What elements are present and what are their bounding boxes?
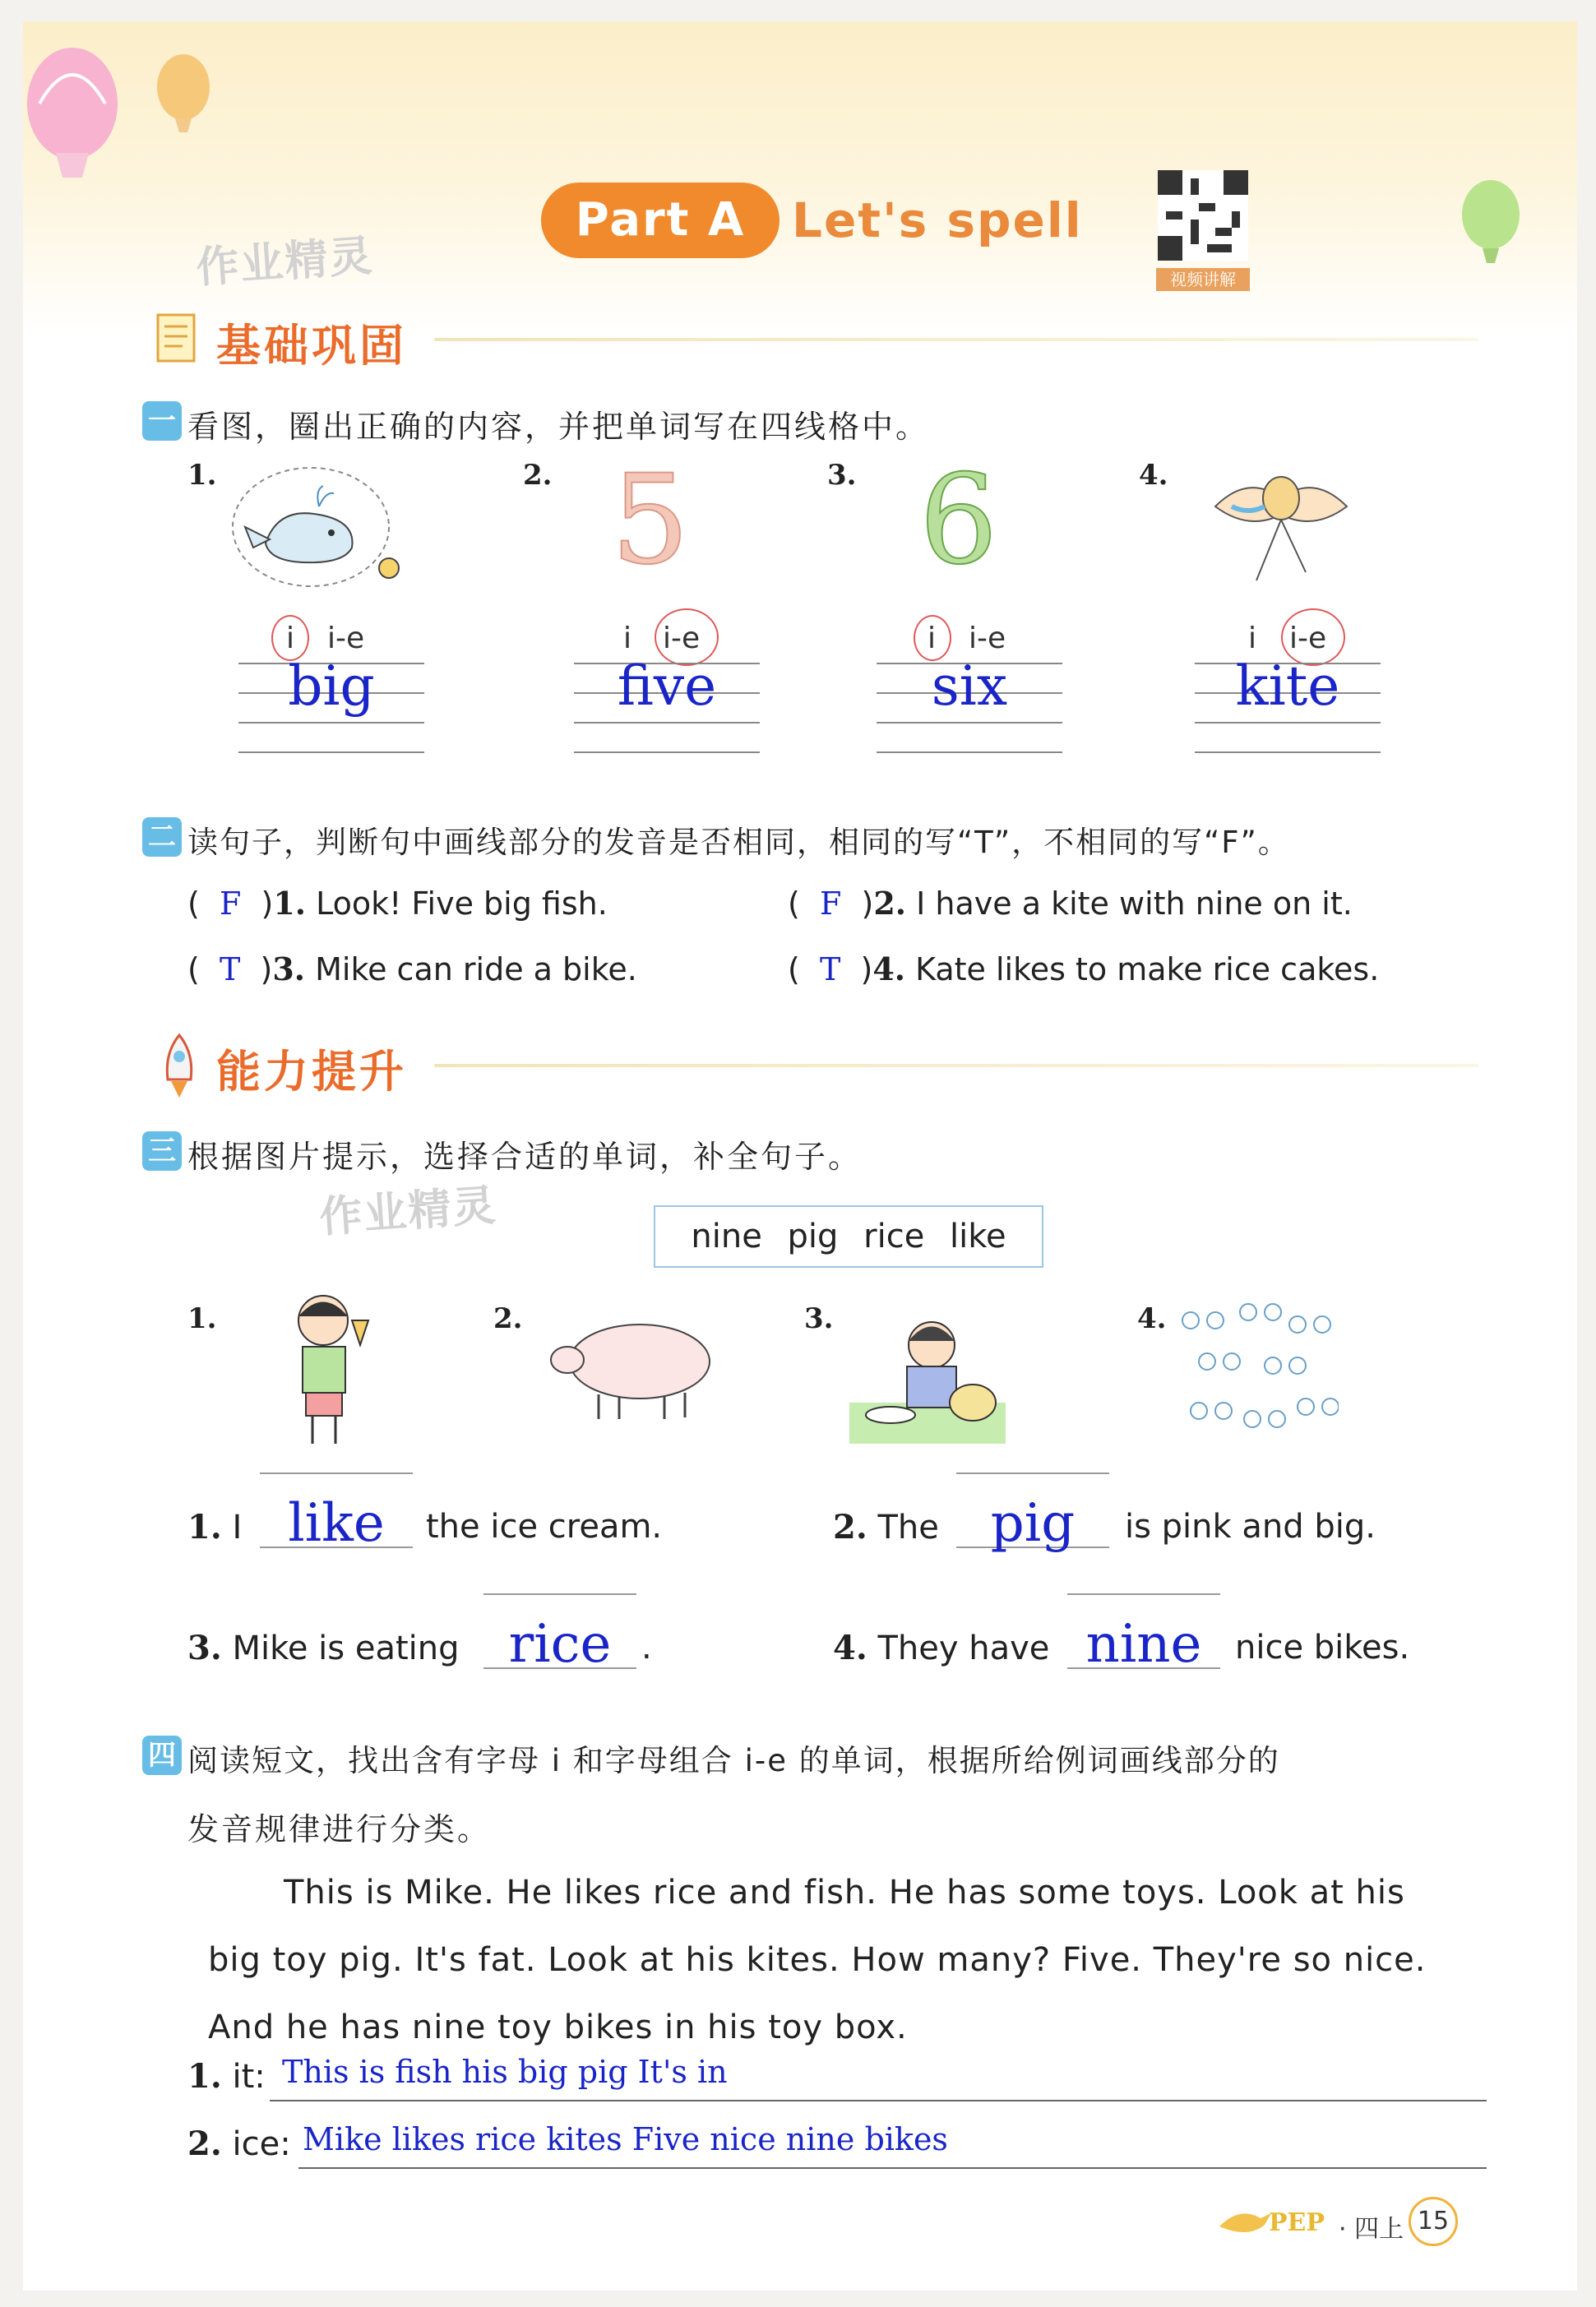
answer-line[interactable] — [270, 2100, 1487, 2101]
tf-answer: T — [819, 951, 841, 987]
option-i[interactable]: i — [286, 622, 295, 655]
worksheet-page — [23, 21, 1577, 2291]
sentence-number: 1. — [187, 1508, 222, 1546]
sentence-after: the ice cream. — [426, 1508, 663, 1546]
sentence-number: 2. — [833, 1508, 867, 1546]
divider — [434, 338, 1478, 341]
notebook-icon — [146, 305, 212, 371]
sentence-after: is pink and big. — [1125, 1508, 1376, 1546]
question-number-1: 一 — [142, 401, 182, 441]
tf-number: 4. — [872, 950, 905, 987]
picture-number: 4. — [1137, 1302, 1167, 1335]
classify-answer: Mike likes rice kites Five nice nine bikes — [303, 2121, 948, 2157]
sentence-before: Mike is eating — [232, 1630, 460, 1667]
question-number-3: 三 — [142, 1131, 182, 1171]
answer-line — [483, 1593, 636, 1595]
qr-label: 视频讲解 — [1156, 268, 1250, 291]
divider — [434, 1064, 1478, 1067]
question-4-instruction-cont: 发音规律进行分类。 — [187, 1811, 492, 1847]
fill-answer: like — [288, 1493, 385, 1554]
part-badge: Part A — [541, 183, 779, 258]
tf-item-4: ( T )4. Kate likes to make rice cakes. — [788, 950, 1380, 987]
picture-number: 1. — [187, 1302, 217, 1335]
item-number: 4. — [1139, 459, 1168, 492]
tf-item-2: ( F )2. I have a kite with nine on it. — [788, 885, 1353, 922]
footer-brand: PEP — [1269, 2208, 1325, 2237]
option-i[interactable]: i — [1248, 622, 1257, 655]
classify-row-1 — [187, 2057, 266, 2096]
watermark: 作业精灵 — [317, 1181, 499, 1243]
question-number-2: 二 — [142, 817, 182, 857]
passage-line: And he has nine toy bikes in his toy box. — [208, 2009, 908, 2046]
picture-number: 3. — [804, 1302, 834, 1335]
classify-answer: This is fish his big pig It's in — [282, 2054, 728, 2090]
item-number: 3. — [827, 459, 857, 492]
whale-icon — [220, 457, 418, 597]
tf-sentence: Look! Five big fish. — [316, 885, 608, 922]
sentence-before: They have — [877, 1630, 1050, 1667]
item-number: 2. — [523, 459, 553, 492]
page-title: Let's spell — [792, 192, 1083, 248]
fill-sentence-3 — [187, 1629, 460, 1667]
qr-code-icon[interactable] — [1158, 168, 1248, 263]
passage-line: big toy pig. It's fat. Look at his kites. How many? Five. They're so nice. — [208, 1941, 1427, 1979]
footer-grade: · 四上 — [1339, 2215, 1404, 2244]
bikes-icon — [1174, 1296, 1339, 1452]
green-balloon-icon — [1454, 178, 1528, 268]
bird-icon — [1215, 2202, 1273, 2243]
question-4-instruction: 阅读短文，找出含有字母 i 和字母组合 i-e 的单词，根据所给例词画线部分的 — [187, 1743, 1280, 1778]
sentence-number: 3. — [187, 1629, 222, 1667]
fill-sentence-4 — [833, 1629, 1049, 1667]
item-number: 1. — [187, 459, 217, 492]
tf-sentence: Kate likes to make rice cakes. — [915, 951, 1380, 987]
tf-answer: T — [219, 951, 241, 987]
option-i-e[interactable]: i-e — [1289, 622, 1327, 655]
sentence-after: . — [641, 1629, 652, 1667]
fill-sentence-1 — [187, 1508, 242, 1546]
sentence-number: 4. — [833, 1629, 867, 1667]
rocket-icon — [146, 1029, 212, 1103]
option-i-e[interactable]: i-e — [327, 622, 365, 655]
tf-number: 1. — [273, 885, 307, 922]
picture-number: 2. — [493, 1302, 523, 1335]
eating-rice-icon — [849, 1312, 1014, 1452]
answer-word: six — [931, 654, 1008, 718]
option-i-e[interactable]: i-e — [969, 622, 1006, 655]
option-i-e[interactable]: i-e — [663, 622, 701, 655]
option-i[interactable]: i — [623, 622, 632, 655]
sentence-after: nice bikes. — [1235, 1629, 1410, 1667]
answer-word: big — [288, 654, 375, 718]
reading-passage — [208, 1859, 1499, 2061]
answer-line — [1067, 1593, 1220, 1595]
classify-row-2 — [187, 2124, 291, 2163]
tf-item-3: ( T )3. Mike can ride a bike. — [187, 950, 637, 987]
fill-answer: nine — [1085, 1614, 1202, 1675]
answer-word: kite — [1235, 654, 1340, 718]
row-number: 2. — [187, 2124, 222, 2163]
tf-item-1: ( F )1. Look! Five big fish. — [187, 885, 608, 922]
answer-line — [260, 1473, 413, 1474]
question-3-instruction: 根据图片提示，选择合适的单词，补全句子。 — [187, 1139, 863, 1175]
digit-six: 6 — [919, 449, 998, 592]
sentence-before: The — [877, 1509, 939, 1546]
question-1-instruction: 看图，圈出正确的内容，并把单词写在四线格中。 — [187, 409, 930, 445]
balloons-icon — [23, 38, 220, 210]
tf-sentence: Mike can ride a bike. — [315, 951, 637, 987]
option-i[interactable]: i — [928, 622, 937, 655]
pig-icon — [541, 1304, 722, 1427]
fill-answer: pig — [990, 1493, 1076, 1554]
passage-line: This is Mike. He likes rice and fish. He has some toys. Look at his — [284, 1874, 1405, 1912]
digit-five: 5 — [611, 449, 690, 592]
section-advanced-title: 能力提升 — [216, 1046, 407, 1098]
tf-number: 2. — [873, 885, 907, 922]
watermark: 作业精灵 — [194, 231, 376, 294]
question-2-instruction: 读句子，判断句中画线部分的发音是否相同，相同的写“T”，不相同的写“F”。 — [187, 825, 1290, 860]
page-number: 15 — [1409, 2197, 1458, 2246]
row-number: 1. — [187, 2057, 222, 2096]
word-bank: nine pig rice like — [654, 1205, 1043, 1268]
tf-sentence: I have a kite with nine on it. — [916, 885, 1353, 922]
example-word: it: — [232, 2058, 266, 2096]
sentence-before: I — [232, 1509, 243, 1546]
kite-icon — [1199, 457, 1363, 601]
answer-line — [956, 1473, 1109, 1474]
fill-answer: rice — [508, 1614, 612, 1675]
answer-line[interactable] — [298, 2167, 1487, 2169]
question-number-4: 四 — [142, 1736, 182, 1775]
tf-number: 3. — [272, 950, 305, 987]
section-basic-title: 基础巩固 — [216, 320, 407, 372]
tf-answer: F — [219, 885, 242, 922]
example-word: ice: — [232, 2125, 291, 2163]
fill-sentence-2 — [833, 1508, 939, 1546]
boy-ice-cream-icon — [261, 1288, 401, 1452]
tf-answer: F — [819, 885, 842, 922]
answer-word: five — [617, 654, 717, 718]
